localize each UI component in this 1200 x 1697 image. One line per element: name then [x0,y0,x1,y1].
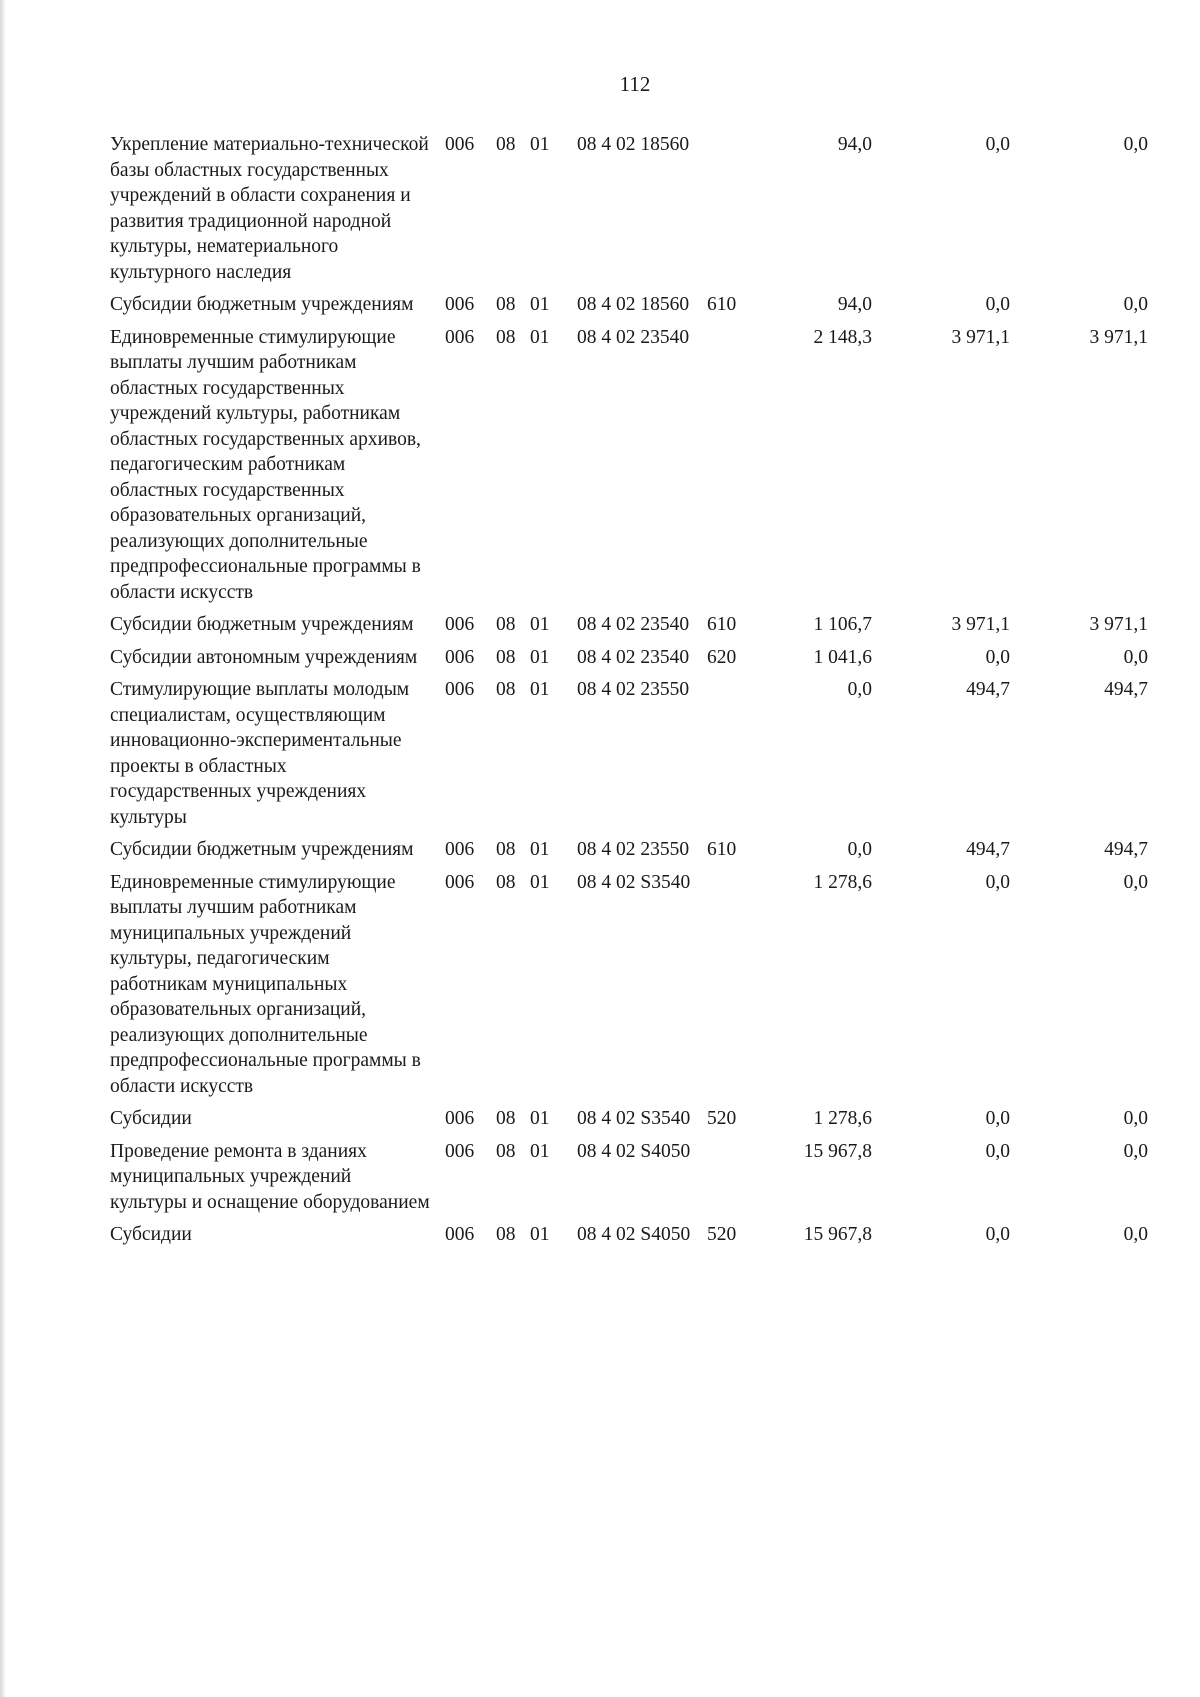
row-admin-code: 006 [445,871,475,893]
row-section-code: 08 [496,134,516,155]
row-amount-year3: 0,0 [1123,646,1148,668]
row-subsection-code: 01 [530,871,550,893]
row-target-code: 08 4 02 18560 [577,294,690,315]
row-name: Единовременные стимулирующие выплаты лучшим работникам муниципальных учреждений культуры, педагогическим работникам муниципальных образовательных организаций, реализующих дополнительные предпрофессиональные программы в области искусств [110,871,421,1097]
row-admin-code: 006 [445,294,475,315]
row-amount-year3: 494,7 [1104,679,1148,700]
row-amount-year1: 94,0 [837,294,872,315]
row-subsection-code: 01 [530,326,550,348]
row-admin-code: 006 [445,679,475,700]
row-target-code: 08 4 02 23550 [577,679,690,700]
row-admin-code: 006 [445,1108,475,1129]
row-admin-code: 006 [445,326,475,348]
row-amount-year2: 494,7 [966,679,1010,700]
table-row [110,612,1170,638]
row-name: Субсидии [110,1108,192,1129]
row-amount-year2: 0,0 [985,1140,1010,1162]
row-section-code: 08 [496,679,516,700]
row-subsection-code: 01 [530,839,550,860]
row-amount-year3: 494,7 [1104,839,1148,860]
row-amount-year1: 94,0 [837,134,872,155]
row-amount-year2: 3 971,1 [951,326,1010,348]
row-amount-year2: 0,0 [985,294,1010,315]
row-amount-year3: 3 971,1 [1089,326,1148,348]
row-target-code: 08 4 02 23550 [577,839,690,860]
table-row [110,677,1170,830]
row-amount-year1: 15 967,8 [803,1224,872,1245]
table-row [110,837,1170,863]
row-target-code: 08 4 02 23540 [577,326,690,348]
row-name: Субсидии бюджетным учреждениям [110,294,414,315]
row-amount-year2: 0,0 [985,134,1010,155]
row-amount-year1: 0,0 [847,679,872,700]
row-subsection-code: 01 [530,1108,550,1129]
table-row [110,1222,1170,1248]
row-section-code: 08 [496,1108,516,1129]
row-name: Укрепление материально-технической базы областных государственных учреждений в области сохранения и развития традиционной народной культуры, нематериального культурного наследия [110,134,429,283]
row-expense-type: 610 [707,839,737,860]
row-target-code: 08 4 02 S3540 [577,871,691,893]
row-name: Стимулирующие выплаты молодым специалистам, осуществляющим инновационно-экспериментальные проекты в областных государственных учреждениях культуры [110,679,410,828]
row-admin-code: 006 [445,614,475,635]
row-amount-year3: 0,0 [1123,1140,1148,1162]
row-section-code: 08 [496,614,516,635]
row-amount-year2: 3 971,1 [951,614,1010,635]
row-name: Субсидии автономным учреждениям [110,646,418,668]
row-amount-year1: 0,0 [847,839,872,860]
table-row [110,132,1170,285]
row-amount-year3: 0,0 [1123,134,1148,155]
row-admin-code: 006 [445,1224,475,1245]
row-amount-year1: 1 278,6 [813,871,872,893]
row-amount-year1: 2 148,3 [813,326,872,348]
row-section-code: 08 [496,1224,516,1245]
row-subsection-code: 01 [530,614,550,635]
row-subsection-code: 01 [530,1140,550,1162]
row-target-code: 08 4 02 23540 [577,646,690,668]
row-amount-year2: 0,0 [985,1224,1010,1245]
row-amount-year1: 1 106,7 [813,614,872,635]
row-target-code: 08 4 02 18560 [577,134,690,155]
table-row [110,325,1170,606]
row-target-code: 08 4 02 S4050 [577,1224,691,1245]
row-admin-code: 006 [445,134,475,155]
row-amount-year3: 0,0 [1123,294,1148,315]
table-row [110,870,1170,1100]
row-subsection-code: 01 [530,679,550,700]
row-expense-type: 520 [707,1108,737,1129]
row-admin-code: 006 [445,1140,475,1162]
scan-edge [0,0,6,1697]
row-subsection-code: 01 [530,1224,550,1245]
row-amount-year1: 15 967,8 [803,1140,872,1162]
row-section-code: 08 [496,294,516,315]
table-row [110,292,1170,318]
row-expense-type: 520 [707,1224,737,1245]
row-expense-type: 610 [707,614,737,635]
row-amount-year2: 494,7 [966,839,1010,860]
row-subsection-code: 01 [530,646,550,668]
row-name: Субсидии [110,1224,192,1245]
row-name: Субсидии бюджетным учреждениям [110,839,414,860]
row-name: Проведение ремонта в зданиях муниципальных учреждений культуры и оснащение оборудованием [110,1140,430,1213]
row-section-code: 08 [496,1140,516,1162]
row-section-code: 08 [496,646,516,668]
row-amount-year2: 0,0 [985,1108,1010,1129]
row-target-code: 08 4 02 23540 [577,614,690,635]
page-number: 112 [619,72,651,96]
row-amount-year1: 1 278,6 [813,1108,872,1129]
row-admin-code: 006 [445,839,475,860]
row-subsection-code: 01 [530,134,550,155]
row-target-code: 08 4 02 S4050 [577,1140,691,1162]
table-row [110,1106,1170,1132]
row-expense-type: 610 [707,294,737,315]
row-section-code: 08 [496,839,516,860]
row-expense-type: 620 [707,646,737,668]
row-section-code: 08 [496,871,516,893]
row-amount-year3: 0,0 [1123,1224,1148,1245]
row-target-code: 08 4 02 S3540 [577,1108,691,1129]
row-admin-code: 006 [445,646,475,668]
row-amount-year2: 0,0 [985,871,1010,893]
row-subsection-code: 01 [530,294,550,315]
row-name: Субсидии бюджетным учреждениям [110,614,414,635]
row-section-code: 08 [496,326,516,348]
row-amount-year3: 3 971,1 [1089,614,1148,635]
budget-table [110,132,1170,1255]
row-amount-year3: 0,0 [1123,1108,1148,1129]
row-amount-year3: 0,0 [1123,871,1148,893]
table-row [110,1139,1170,1216]
table-row [110,645,1170,671]
row-name: Единовременные стимулирующие выплаты лучшим работникам областных государственных учреждений культуры, работникам областных государственных архивов, педагогическим работникам областных государственных образовательных организаций, реализующих дополнительные предпрофессиональные программы в области искусств [110,326,421,603]
row-amount-year1: 1 041,6 [813,646,872,668]
row-amount-year2: 0,0 [985,646,1010,668]
